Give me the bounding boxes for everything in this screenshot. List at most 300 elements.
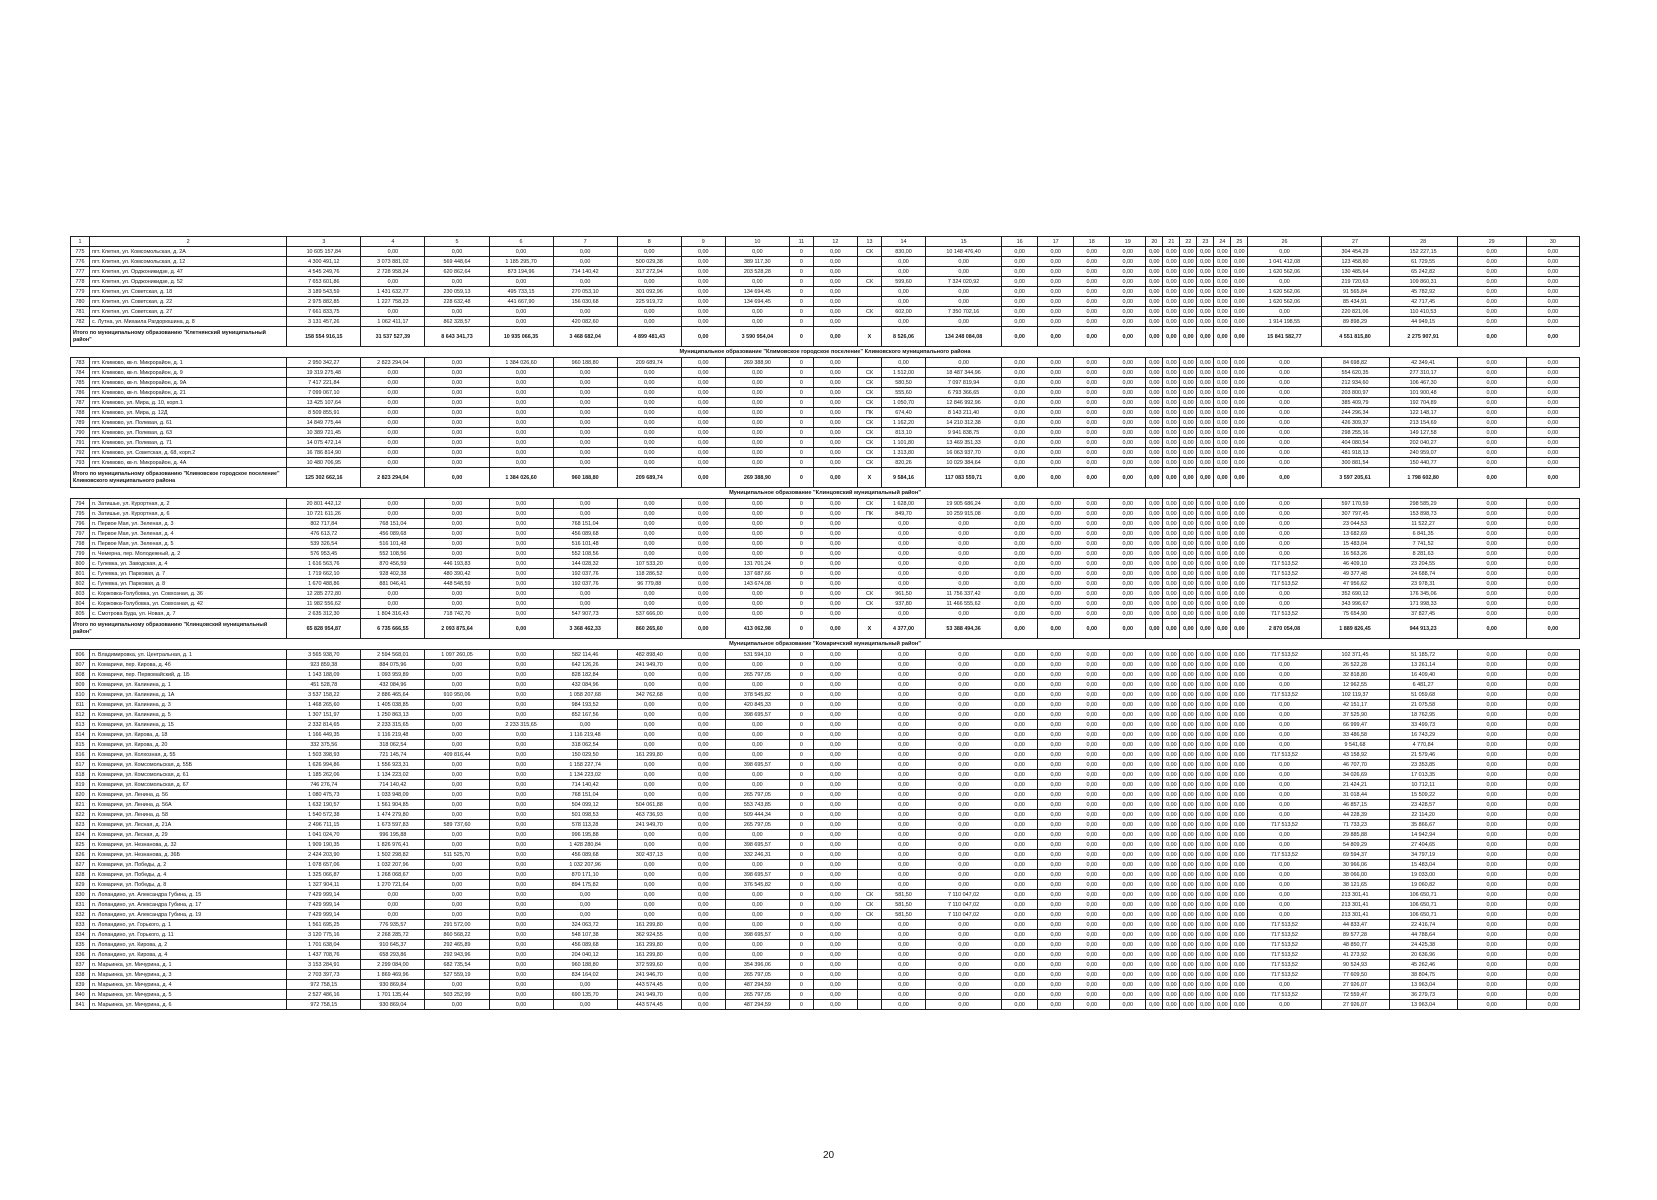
- value-cell: 928 402,38: [361, 569, 425, 579]
- value-cell: 0,00: [1180, 950, 1197, 960]
- value-cell: 15 483,04: [1321, 539, 1389, 549]
- value-cell: 0,00: [681, 820, 725, 830]
- value-cell: 23 428,57: [1389, 800, 1457, 810]
- value-cell: 0,00: [1163, 609, 1180, 619]
- table-row: [71, 980, 1580, 990]
- value-cell: 0,00: [1074, 900, 1110, 910]
- value-cell: 0,00: [881, 569, 925, 579]
- value-cell: 582 114,46: [553, 650, 617, 660]
- value-cell: 511 525,70: [425, 850, 489, 860]
- table-row: [71, 539, 1580, 549]
- value-cell: 19 033,00: [1389, 870, 1457, 880]
- value-cell: 0,00: [1146, 529, 1163, 539]
- value-cell: 0,00: [725, 398, 789, 408]
- value-cell: 0,00: [1146, 247, 1163, 257]
- value-cell: [857, 750, 881, 760]
- value-cell: 0,00: [1038, 297, 1074, 307]
- value-cell: 0,00: [1457, 710, 1526, 720]
- value-cell: 0,00: [813, 247, 857, 257]
- value-cell: 0,00: [1197, 690, 1214, 700]
- value-cell: 265 797,05: [725, 670, 789, 680]
- value-cell: 0,00: [1110, 850, 1146, 860]
- value-cell: 137 687,66: [725, 569, 789, 579]
- value-cell: 0,00: [1180, 970, 1197, 980]
- value-cell: 110 410,53: [1389, 307, 1457, 317]
- value-cell: 0,00: [1146, 670, 1163, 680]
- value-cell: 0,00: [361, 910, 425, 920]
- value-cell: 0,00: [1231, 549, 1248, 559]
- value-cell: 0,00: [1002, 870, 1038, 880]
- value-cell: 0,00: [1214, 890, 1231, 900]
- value-cell: СК: [857, 438, 881, 448]
- value-cell: 0,00: [1002, 710, 1038, 720]
- total-value-cell: 0,00: [1457, 468, 1526, 488]
- value-cell: 0,00: [425, 730, 489, 740]
- value-cell: 0,00: [489, 710, 553, 720]
- value-cell: 0: [789, 358, 813, 368]
- row-number-cell: 829: [71, 880, 90, 890]
- value-cell: 0,00: [1248, 710, 1321, 720]
- value-cell: 0,00: [425, 800, 489, 810]
- value-cell: 1 307 151,97: [287, 710, 361, 720]
- value-cell: 0,00: [1002, 720, 1038, 730]
- value-cell: 504 099,12: [553, 800, 617, 810]
- total-value-cell: 0,00: [1038, 327, 1074, 347]
- value-cell: 1 503 398,93: [287, 750, 361, 760]
- value-cell: 0,00: [489, 920, 553, 930]
- value-cell: 0,00: [1038, 690, 1074, 700]
- value-cell: 0,00: [1074, 980, 1110, 990]
- value-cell: 0,00: [1197, 418, 1214, 428]
- value-cell: 342 762,68: [617, 690, 681, 700]
- value-cell: СК: [857, 428, 881, 438]
- value-cell: 0,00: [681, 950, 725, 960]
- value-cell: 0,00: [881, 609, 925, 619]
- value-cell: 0,00: [1163, 990, 1180, 1000]
- value-cell: 456 089,68: [553, 940, 617, 950]
- value-cell: 717 513,52: [1248, 690, 1321, 700]
- value-cell: 318 062,54: [361, 740, 425, 750]
- value-cell: 0,00: [1214, 519, 1231, 529]
- value-cell: 0,00: [681, 609, 725, 619]
- value-cell: 0,00: [881, 830, 925, 840]
- value-cell: 0,00: [1457, 569, 1526, 579]
- value-cell: 0,00: [1231, 900, 1248, 910]
- value-cell: 0,00: [926, 358, 1002, 368]
- total-value-cell: 0,00: [813, 468, 857, 488]
- value-cell: 0,00: [489, 850, 553, 860]
- value-cell: 0,00: [1197, 890, 1214, 900]
- value-cell: 0,00: [881, 257, 925, 267]
- value-cell: 0,00: [926, 800, 1002, 810]
- value-cell: СК: [857, 900, 881, 910]
- value-cell: 516 101,48: [553, 539, 617, 549]
- value-cell: 14 075 472,14: [287, 438, 361, 448]
- value-cell: 0,00: [1163, 589, 1180, 599]
- value-cell: 89 898,29: [1321, 317, 1389, 327]
- value-cell: 101 900,48: [1389, 388, 1457, 398]
- value-cell: 1 701 638,04: [287, 940, 361, 950]
- value-cell: 0,00: [617, 458, 681, 468]
- value-cell: 0,00: [1002, 418, 1038, 428]
- value-cell: 0,00: [1248, 700, 1321, 710]
- value-cell: [857, 820, 881, 830]
- value-cell: 0,00: [1146, 660, 1163, 670]
- value-cell: 0,00: [1457, 609, 1526, 619]
- value-cell: 0,00: [926, 880, 1002, 890]
- value-cell: 0,00: [1110, 980, 1146, 990]
- value-cell: 0,00: [1457, 247, 1526, 257]
- value-cell: 0,00: [489, 750, 553, 760]
- value-cell: 269 388,90: [725, 358, 789, 368]
- value-cell: 0,00: [1180, 870, 1197, 880]
- value-cell: 0,00: [1457, 900, 1526, 910]
- value-cell: 0,00: [489, 579, 553, 589]
- value-cell: 354 396,06: [725, 960, 789, 970]
- value-cell: 0,00: [1038, 1000, 1074, 1010]
- municipality-total-row: [71, 327, 1580, 347]
- value-cell: 0,00: [1038, 378, 1074, 388]
- value-cell: 0,00: [1526, 428, 1579, 438]
- value-cell: 0,00: [617, 890, 681, 900]
- total-value-cell: 0,00: [1214, 327, 1231, 347]
- value-cell: 0,00: [617, 448, 681, 458]
- value-cell: 0,00: [1231, 760, 1248, 770]
- value-cell: 0,00: [1110, 448, 1146, 458]
- address-cell: п. Комаричи, ул. Комсомольская, д. 67: [90, 780, 287, 790]
- value-cell: 0,00: [1457, 660, 1526, 670]
- address-cell: пгт. Клетня, ул. Комсомольская, д. 2А: [90, 247, 287, 257]
- value-cell: 38 066,00: [1321, 870, 1389, 880]
- value-cell: 0,00: [926, 780, 1002, 790]
- value-cell: 7 099 067,10: [287, 388, 361, 398]
- value-cell: 0,00: [1110, 549, 1146, 559]
- value-cell: 0,00: [1110, 900, 1146, 910]
- value-cell: 23 353,85: [1389, 760, 1457, 770]
- value-cell: 0,00: [1038, 770, 1074, 780]
- value-cell: 0,00: [1180, 408, 1197, 418]
- value-cell: 0,00: [1214, 950, 1231, 960]
- value-cell: 0,00: [1163, 960, 1180, 970]
- value-cell: 43 158,92: [1321, 750, 1389, 760]
- value-cell: 0,00: [425, 408, 489, 418]
- value-cell: 332 375,56: [287, 740, 361, 750]
- total-value-cell: 10 935 066,35: [489, 327, 553, 347]
- value-cell: 0: [789, 910, 813, 920]
- value-cell: 0,00: [1248, 499, 1321, 509]
- value-cell: 0,00: [1214, 358, 1231, 368]
- address-cell: п. Первое Мая, ул. Зеленая, д. 5: [90, 539, 287, 549]
- value-cell: 0,00: [1038, 368, 1074, 378]
- table-row: [71, 720, 1580, 730]
- row-number-cell: 838: [71, 970, 90, 980]
- value-cell: 480 390,42: [425, 569, 489, 579]
- value-cell: [857, 579, 881, 589]
- value-cell: 0,00: [361, 307, 425, 317]
- value-cell: 0: [789, 820, 813, 830]
- value-cell: 0,00: [1248, 890, 1321, 900]
- column-number-cell: 20: [1146, 237, 1163, 247]
- total-value-cell: 117 083 559,71: [926, 468, 1002, 488]
- value-cell: 0,00: [1146, 710, 1163, 720]
- value-cell: 0,00: [1002, 810, 1038, 820]
- value-cell: 717 513,52: [1248, 970, 1321, 980]
- value-cell: 0,00: [425, 519, 489, 529]
- value-cell: 0,00: [725, 830, 789, 840]
- value-cell: 554 620,35: [1321, 368, 1389, 378]
- value-cell: 0,00: [617, 418, 681, 428]
- value-cell: 0,00: [1248, 780, 1321, 790]
- address-cell: с. Коржовка-Голубовка, ул. Совхозная, д. 36: [90, 589, 287, 599]
- value-cell: 463 736,93: [617, 810, 681, 820]
- table-row: [71, 780, 1580, 790]
- value-cell: 0,00: [1074, 398, 1110, 408]
- value-cell: 389 117,30: [725, 257, 789, 267]
- total-value-cell: 0,00: [1457, 327, 1526, 347]
- value-cell: 21 424,21: [1321, 780, 1389, 790]
- value-cell: 0,00: [489, 307, 553, 317]
- value-cell: 0,00: [1038, 509, 1074, 519]
- value-cell: 0,00: [813, 930, 857, 940]
- value-cell: 0,00: [813, 368, 857, 378]
- table-row: [71, 529, 1580, 539]
- value-cell: 0,00: [1526, 398, 1579, 408]
- value-cell: 230 059,13: [425, 287, 489, 297]
- address-cell: п. Комаричи, ул. Победы, д. 4: [90, 870, 287, 880]
- value-cell: 0,00: [1526, 539, 1579, 549]
- value-cell: 1 062 411,17: [361, 317, 425, 327]
- value-cell: 0,00: [813, 499, 857, 509]
- value-cell: 0,00: [1526, 650, 1579, 660]
- value-cell: 0,00: [1074, 609, 1110, 619]
- value-cell: 0,00: [489, 317, 553, 327]
- value-cell: 0,00: [725, 890, 789, 900]
- value-cell: 0,00: [1038, 398, 1074, 408]
- value-cell: [857, 780, 881, 790]
- value-cell: 0,00: [1214, 680, 1231, 690]
- value-cell: СК: [857, 599, 881, 609]
- value-cell: 2 268 285,72: [361, 930, 425, 940]
- value-cell: 7 110 047,02: [926, 900, 1002, 910]
- value-cell: 13 963,04: [1389, 1000, 1457, 1010]
- value-cell: 0,00: [489, 378, 553, 388]
- value-cell: 0,00: [425, 529, 489, 539]
- total-value-cell: 269 388,90: [725, 468, 789, 488]
- address-cell: пгт. Климово, ул. Советская, д. 68, корп.2: [90, 448, 287, 458]
- value-cell: 144 028,32: [553, 559, 617, 569]
- value-cell: 0,00: [1002, 970, 1038, 980]
- table-row: [71, 458, 1580, 468]
- value-cell: 0,00: [1457, 297, 1526, 307]
- value-cell: 0,00: [1180, 700, 1197, 710]
- value-cell: 0,00: [881, 850, 925, 860]
- total-value-cell: 53 388 494,36: [926, 619, 1002, 639]
- value-cell: 0,00: [1163, 448, 1180, 458]
- value-cell: 589 737,60: [425, 820, 489, 830]
- value-cell: 0,00: [681, 960, 725, 970]
- value-cell: 0,00: [1002, 589, 1038, 599]
- capital-repair-register-table: [70, 236, 1580, 1010]
- value-cell: 0,00: [1457, 690, 1526, 700]
- value-cell: 0,00: [1180, 770, 1197, 780]
- value-cell: 0,00: [1214, 448, 1231, 458]
- value-cell: 0,00: [926, 660, 1002, 670]
- value-cell: 0,00: [553, 398, 617, 408]
- value-cell: 362 924,55: [617, 930, 681, 940]
- value-cell: 852 167,56: [553, 710, 617, 720]
- value-cell: 0,00: [1180, 448, 1197, 458]
- address-cell: п. Марьинка, ул. Мичурина, д. 6: [90, 1000, 287, 1010]
- value-cell: 0,00: [1457, 670, 1526, 680]
- value-cell: 820,26: [881, 458, 925, 468]
- value-cell: 2 823 294,04: [361, 358, 425, 368]
- value-cell: 300 881,54: [1321, 458, 1389, 468]
- value-cell: 0,00: [1110, 1000, 1146, 1010]
- total-value-cell: 0,00: [813, 327, 857, 347]
- value-cell: 0,00: [1457, 579, 1526, 589]
- value-cell: 0,00: [425, 589, 489, 599]
- value-cell: 0,00: [1163, 388, 1180, 398]
- row-number-cell: 800: [71, 559, 90, 569]
- value-cell: 0,00: [1526, 438, 1579, 448]
- value-cell: 0,00: [681, 579, 725, 589]
- value-cell: 0,00: [425, 860, 489, 870]
- value-cell: 0,00: [1180, 960, 1197, 970]
- value-cell: 0,00: [813, 660, 857, 670]
- table-body: [71, 237, 1580, 1010]
- value-cell: 0,00: [489, 760, 553, 770]
- row-number-cell: 782: [71, 317, 90, 327]
- value-cell: 153 898,73: [1389, 509, 1457, 519]
- value-cell: 219 720,63: [1321, 277, 1389, 287]
- value-cell: 0,00: [1457, 499, 1526, 509]
- value-cell: 0,00: [1248, 247, 1321, 257]
- value-cell: 0: [789, 740, 813, 750]
- value-cell: 0,00: [813, 529, 857, 539]
- value-cell: 0,00: [1146, 287, 1163, 297]
- value-cell: 0: [789, 448, 813, 458]
- value-cell: 372 599,60: [617, 960, 681, 970]
- value-cell: [857, 870, 881, 880]
- value-cell: 0: [789, 408, 813, 418]
- value-cell: 0,00: [1002, 730, 1038, 740]
- value-cell: 2 299 084,00: [361, 960, 425, 970]
- value-cell: [857, 710, 881, 720]
- value-cell: 0,00: [1110, 539, 1146, 549]
- column-number-cell: 26: [1248, 237, 1321, 247]
- value-cell: [857, 559, 881, 569]
- value-cell: 0,00: [1163, 277, 1180, 287]
- value-cell: 0,00: [813, 257, 857, 267]
- total-value-cell: 3 590 954,04: [725, 327, 789, 347]
- value-cell: 0,00: [489, 448, 553, 458]
- value-cell: 0,00: [1197, 589, 1214, 599]
- total-value-cell: 0,00: [1163, 327, 1180, 347]
- value-cell: 0,00: [1038, 860, 1074, 870]
- total-value-cell: 0,00: [1248, 468, 1321, 488]
- value-cell: 302 437,13: [617, 850, 681, 860]
- value-cell: 0: [789, 790, 813, 800]
- value-cell: 0,00: [1197, 307, 1214, 317]
- value-cell: 717 513,52: [1248, 850, 1321, 860]
- value-cell: 0,00: [1002, 317, 1038, 327]
- value-cell: 0,00: [1110, 870, 1146, 880]
- value-cell: 0,00: [489, 599, 553, 609]
- value-cell: 0,00: [1180, 900, 1197, 910]
- value-cell: 265 797,05: [725, 990, 789, 1000]
- value-cell: 0,00: [489, 408, 553, 418]
- value-cell: 0,00: [1180, 680, 1197, 690]
- value-cell: 0: [789, 860, 813, 870]
- value-cell: 0,00: [489, 1000, 553, 1010]
- address-cell: п. Комаричи, ул. Калинина, д. 1: [90, 680, 287, 690]
- value-cell: [857, 519, 881, 529]
- value-cell: 0,00: [489, 970, 553, 980]
- value-cell: 0,00: [1248, 800, 1321, 810]
- value-cell: 2 233 315,65: [361, 720, 425, 730]
- total-value-cell: X: [857, 468, 881, 488]
- value-cell: 0,00: [1197, 790, 1214, 800]
- value-cell: 0,00: [1457, 720, 1526, 730]
- address-cell: пгт. Клетня, ул. Комсомольская, д. 12: [90, 257, 287, 267]
- value-cell: 0: [789, 509, 813, 519]
- value-cell: 0,00: [1074, 770, 1110, 780]
- row-number-cell: 821: [71, 800, 90, 810]
- value-cell: 0,00: [1146, 368, 1163, 378]
- value-cell: 0,00: [1180, 609, 1197, 619]
- value-cell: 0,00: [1002, 670, 1038, 680]
- column-number-cell: 19: [1110, 237, 1146, 247]
- value-cell: 118 286,52: [617, 569, 681, 579]
- value-cell: 0,00: [725, 418, 789, 428]
- value-cell: 0,00: [361, 398, 425, 408]
- value-cell: 0: [789, 760, 813, 770]
- value-cell: 0,00: [725, 740, 789, 750]
- value-cell: 2 975 882,85: [287, 297, 361, 307]
- value-cell: 0,00: [725, 589, 789, 599]
- value-cell: 0,00: [681, 750, 725, 760]
- value-cell: 1 437 708,76: [287, 950, 361, 960]
- value-cell: 0,00: [1110, 860, 1146, 870]
- value-cell: 11 756 337,42: [926, 589, 1002, 599]
- value-cell: 23 204,55: [1389, 559, 1457, 569]
- value-cell: 0,00: [881, 519, 925, 529]
- value-cell: 143 674,08: [725, 579, 789, 589]
- value-cell: 0,00: [1110, 970, 1146, 980]
- value-cell: 44 949,15: [1389, 317, 1457, 327]
- value-cell: 0: [789, 277, 813, 287]
- value-cell: 0,00: [1197, 730, 1214, 740]
- value-cell: 0,00: [1074, 287, 1110, 297]
- row-number-cell: 775: [71, 247, 90, 257]
- value-cell: 0,00: [1457, 910, 1526, 920]
- value-cell: 0,00: [1248, 358, 1321, 368]
- address-cell: с. Гулевка, ул. Парковая, д. 7: [90, 569, 287, 579]
- value-cell: 0,00: [1002, 257, 1038, 267]
- value-cell: 0,00: [1038, 910, 1074, 920]
- value-cell: 38 804,75: [1389, 970, 1457, 980]
- value-cell: 134 694,45: [725, 287, 789, 297]
- value-cell: 0,00: [1146, 910, 1163, 920]
- value-cell: 0,00: [881, 780, 925, 790]
- value-cell: 23 044,53: [1321, 519, 1389, 529]
- value-cell: 19 060,82: [1389, 880, 1457, 890]
- value-cell: 0,00: [813, 428, 857, 438]
- value-cell: 44 833,47: [1321, 920, 1389, 930]
- value-cell: 0,00: [1110, 569, 1146, 579]
- value-cell: 0,00: [1074, 990, 1110, 1000]
- value-cell: 0,00: [1002, 880, 1038, 890]
